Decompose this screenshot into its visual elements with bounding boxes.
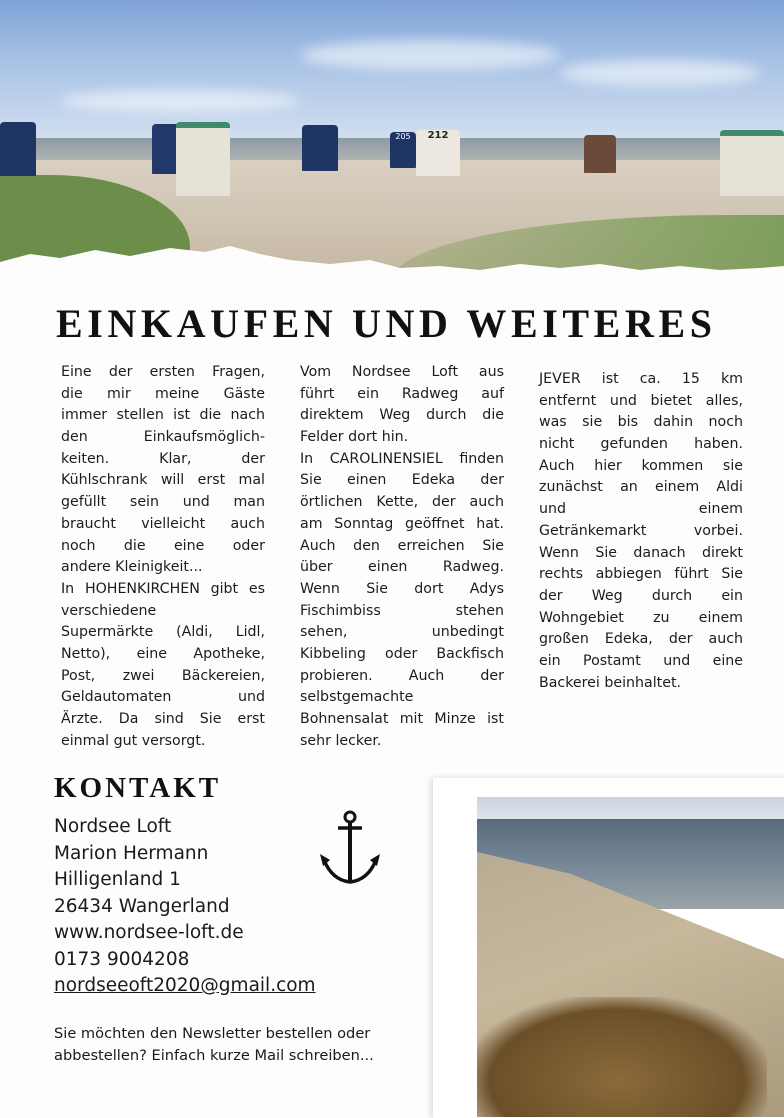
text-line: Geldautomaten und: [61, 689, 265, 706]
text-line: am Sonntag geöffnet hat.: [300, 515, 504, 532]
torn-paper-edge: [0, 240, 784, 290]
text-line: In HOHENKIRCHEN gibt es: [61, 580, 265, 597]
text-line: ein Postamt und eine: [539, 652, 743, 669]
beach-chair: [720, 130, 784, 196]
beach-chair: [302, 125, 338, 171]
cloud: [300, 40, 560, 70]
text-line: Kühlschrank will erst mal: [61, 472, 265, 489]
text-line: Fischimbiss stehen: [300, 602, 504, 619]
text-line: Netto), eine Apotheke,: [61, 645, 265, 662]
beach-chair: [0, 122, 36, 176]
beach-chair: [584, 135, 616, 173]
text-line: Wenn Sie danach direkt: [539, 544, 743, 561]
newsletter-line: Sie möchten den Newsletter bestellen oder: [54, 1025, 371, 1042]
anchor-icon: [320, 810, 380, 886]
text-line: Ärzte. Da sind Sie erst: [61, 711, 265, 727]
text-line: Wenn Sie dort Adys: [300, 580, 504, 597]
text-line: nicht gefunden haben.: [539, 436, 743, 453]
text-line: Getränkemarkt vorbei.: [539, 522, 743, 539]
text-line: Sie einen Edeka der: [300, 472, 504, 489]
text-line: sehr lecker.: [300, 732, 382, 749]
text-line: In CAROLINENSIEL finden: [300, 450, 504, 467]
text-line: Backerei beinhaltet.: [539, 674, 682, 691]
text-line: Wohngebiet zu einem: [539, 609, 743, 626]
text-column-2: [300, 362, 504, 752]
text-line: andere Kleinigkeit...: [61, 559, 203, 576]
cloud: [560, 60, 760, 86]
text-line: Supermärkte (Aldi, Lidl,: [61, 624, 265, 641]
text-line: großen Edeka, der auch: [539, 631, 743, 648]
text-line: Bohnensalat mit Minze ist: [300, 711, 504, 727]
text-line: probieren. Auch der: [300, 667, 504, 684]
text-line: Vom Nordsee Loft aus: [300, 364, 504, 380]
text-line: direktem Weg durch die: [300, 407, 504, 424]
text-line: immer stellen ist die nach: [61, 407, 265, 424]
beach-chair-212: [416, 130, 460, 176]
text-line: entfernt und bietet alles,: [539, 392, 743, 409]
text-line: Kibbeling oder Backfisch: [300, 645, 504, 662]
contact-city: 26434 Wangerland: [54, 895, 230, 917]
contact-email-link[interactable]: nordseeoft2020@gmail.com: [54, 975, 316, 996]
photo-sky: [477, 797, 784, 821]
page-title: EINKAUFEN UND WEITERES: [56, 301, 717, 346]
text-line: Auch den erreichen Sie: [300, 537, 504, 554]
text-line: selbstgemachte: [300, 689, 414, 706]
text-line: Felder dort hin.: [300, 429, 409, 446]
wadden-sea-photo: [477, 797, 784, 1117]
newsletter-note: [54, 1023, 374, 1067]
contact-street: Hilligenland 1: [54, 869, 181, 890]
cloud: [60, 90, 300, 112]
contact-details: [54, 814, 316, 1000]
text-line: örtlichen Kette, der auch: [300, 494, 504, 511]
contact-name: Nordsee Loft: [54, 816, 172, 837]
contact-heading: KONTAKT: [54, 772, 222, 804]
contact-website[interactable]: www.nordsee-loft.de: [54, 922, 244, 943]
text-line: der Weg durch ein: [539, 587, 743, 604]
text-line: rechts abbiegen führt Sie: [539, 566, 743, 583]
text-column-1: [61, 362, 265, 752]
contact-phone: 0173 9004208: [54, 948, 190, 970]
text-line: verschiedene: [61, 602, 157, 619]
text-line: Eine der ersten Fragen,: [61, 364, 265, 380]
text-line: JEVER ist ca. 15 km: [539, 371, 743, 387]
text-line: noch die eine oder: [61, 537, 265, 554]
chair-number: 205: [395, 132, 411, 141]
text-line: die mir meine Gäste: [61, 385, 265, 402]
text-line: sehen, unbedingt: [300, 624, 504, 641]
text-line: einmal gut versorgt.: [61, 732, 206, 749]
text-line: den Einkaufsmöglich-: [61, 429, 265, 446]
text-line: keiten. Klar, der: [61, 450, 265, 467]
contact-person: Marion Hermann: [54, 842, 209, 864]
beach-chair-205: [390, 132, 416, 168]
text-line: über einen Radweg.: [300, 559, 504, 576]
text-line: und einem: [539, 501, 743, 518]
text-line: Auch hier kommen sie: [539, 457, 743, 474]
photo-seaweed: [477, 997, 767, 1117]
text-column-3: [539, 369, 743, 694]
newsletter-line: abbestellen? Einfach kurze Mail schreiben...: [54, 1047, 374, 1064]
hero-beach-photo: [0, 0, 784, 290]
text-line: zunächst an einem Aldi: [539, 479, 743, 496]
text-line: braucht vielleicht auch: [61, 515, 265, 532]
chair-number: 212: [427, 130, 449, 141]
text-line: führt ein Radweg auf: [300, 385, 504, 402]
beach-chair: [176, 122, 230, 196]
text-line: gefüllt sein und man: [61, 494, 265, 511]
text-line: was sie bis dahin noch: [539, 414, 743, 431]
text-line: Post, zwei Bäckereien,: [61, 667, 265, 684]
